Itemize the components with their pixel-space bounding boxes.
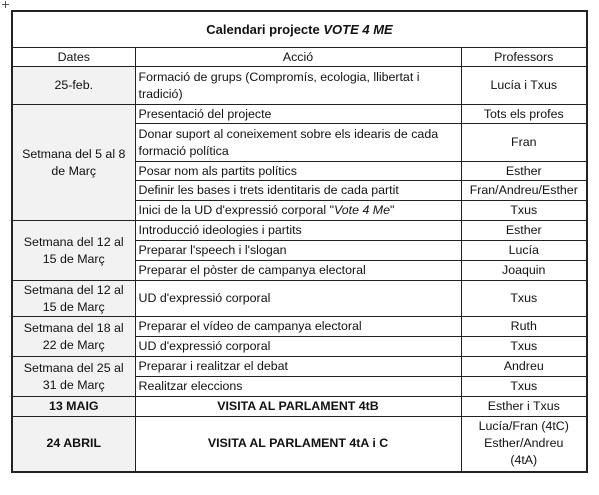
accio-prefix: Inici de la UD d'expressió corporal " <box>138 203 334 217</box>
accio-cell: Preparar i realitzar el debat <box>135 357 461 377</box>
accio-cell: Formació de grups (Compromís, ecologia, llibertat i tradició) <box>135 67 461 105</box>
title-prefix: Calendari projecte <box>206 22 324 37</box>
accio-cell: Donar suport al coneixement sobre els idearis de cada formació política <box>135 124 461 162</box>
header-dates: Dates <box>12 48 135 67</box>
prof-cell: Ruth <box>461 317 587 337</box>
accio-cell: Presentació del projecte <box>135 105 461 124</box>
accio-cell: VISITA AL PARLAMENT 4tA i C <box>135 417 461 472</box>
header-professors: Professors <box>461 48 587 67</box>
prof-cell: Lucía <box>461 241 587 261</box>
prof-cell: Fran <box>461 124 587 162</box>
table-row <box>12 281 587 317</box>
schedule-table <box>11 10 588 473</box>
table-row <box>12 67 587 105</box>
prof-cell: Lucía i Txus <box>461 67 587 105</box>
prof-cell <box>461 417 587 472</box>
date-cell: 25-feb. <box>12 67 135 105</box>
prof-cell: Txus <box>461 201 587 221</box>
table-row <box>12 417 587 472</box>
accio-cell: Definir les bases i trets identitaris de cada partit <box>135 181 461 201</box>
prof-cell: Txus <box>461 377 587 397</box>
date-cell: Setmana del 25 al 31 de Març <box>12 357 135 397</box>
accio-cell: Realitzar eleccions <box>135 377 461 397</box>
accio-cell: VISITA AL PARLAMENT 4tB <box>135 397 461 417</box>
prof-cell: Txus <box>461 281 587 317</box>
accio-cell: Introducció ideologies i partits <box>135 221 461 241</box>
accio-cell: Preparar el vídeo de campanya electoral <box>135 317 461 337</box>
accio-cell: Preparar l'speech i l'slogan <box>135 241 461 261</box>
prof-line: Esther/Andreu <box>484 436 564 451</box>
prof-cell: Tots els profes <box>461 105 587 124</box>
table-row <box>12 397 587 417</box>
prof-cell: Esther <box>461 162 587 181</box>
date-cell: 24 ABRIL <box>12 417 135 472</box>
prof-cell: Andreu <box>461 357 587 377</box>
table-row <box>12 221 587 241</box>
title-italic: VOTE 4 ME <box>323 22 393 37</box>
title-row <box>12 11 587 48</box>
accio-cell <box>135 201 461 221</box>
accio-suffix: " <box>390 203 395 217</box>
accio-cell: Preparar el pòster de campanya electoral <box>135 261 461 281</box>
date-cell: Setmana del 5 al 8 de Març <box>12 105 135 221</box>
header-accio: Acció <box>135 48 461 67</box>
table-row <box>12 317 587 337</box>
accio-italic: Vote 4 Me <box>333 203 390 217</box>
table-title <box>12 11 587 48</box>
accio-cell: Posar nom als partits polítics <box>135 162 461 181</box>
date-cell: Setmana del 12 al 15 de Març <box>12 281 135 317</box>
header-row <box>12 48 587 67</box>
prof-cell: Joaquin <box>461 261 587 281</box>
accio-cell: UD d'expressió corporal <box>135 337 461 357</box>
prof-cell: Txus <box>461 337 587 357</box>
accio-cell: UD d'expressió corporal <box>135 281 461 317</box>
prof-cell: Esther i Txus <box>461 397 587 417</box>
prof-cell: Fran/Andreu/Esther <box>461 181 587 201</box>
prof-cell: Esther <box>461 221 587 241</box>
date-cell: Setmana del 18 al 22 de Març <box>12 317 135 357</box>
table-row <box>12 357 587 377</box>
prof-line: Lucía/Fran (4tC) <box>478 419 569 434</box>
table-row <box>12 105 587 124</box>
table-move-handle-icon[interactable] <box>2 0 10 8</box>
date-cell: Setmana del 12 al 15 de Març <box>12 221 135 281</box>
prof-line: (4tA) <box>510 453 538 468</box>
date-cell: 13 MAIG <box>12 397 135 417</box>
